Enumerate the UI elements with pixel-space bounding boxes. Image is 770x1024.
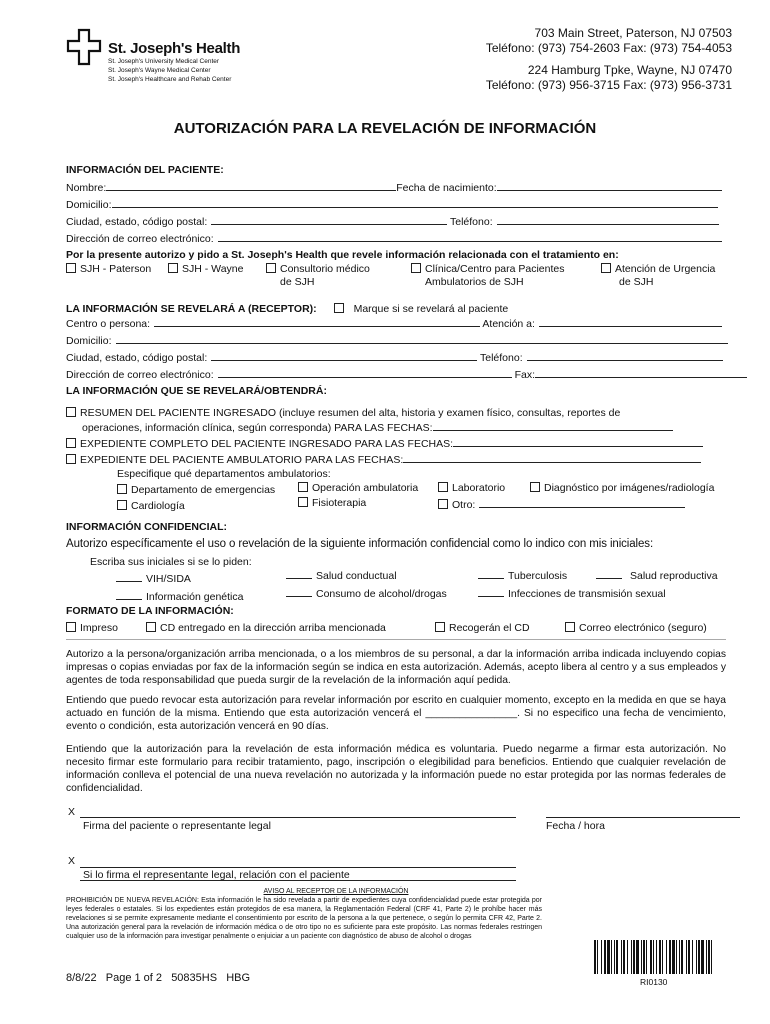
sjh-paterson-checkbox[interactable]: [66, 263, 76, 273]
urgent-label-2: de SJH: [619, 276, 654, 288]
format-printed: [66, 622, 118, 634]
lab-checkbox[interactable]: [438, 482, 448, 492]
clinic-option: [411, 263, 565, 289]
name-label: Nombre:: [66, 182, 107, 194]
attention-label: Atención a:: [482, 318, 535, 330]
format-email: [565, 622, 707, 634]
dept-imaging: [530, 482, 714, 494]
conf-hiv: [116, 571, 191, 585]
receiver-address-field[interactable]: [116, 333, 728, 344]
cardio-label: Cardiología: [131, 500, 185, 512]
receiver-email-row: [66, 367, 747, 381]
surgery-label: Operación ambulatoria: [312, 482, 419, 494]
phone-2: Teléfono: (973) 956-3715 Fax: (973) 956-3731: [485, 78, 732, 92]
address-field[interactable]: [112, 197, 718, 208]
info-opt1: [66, 407, 673, 435]
facility-row: [66, 263, 151, 275]
receiver-email-label: Dirección de correo electrónico:: [66, 369, 214, 381]
other-label: Otro:: [452, 499, 476, 511]
sign-x-1: X: [68, 806, 76, 818]
outpatient-dates[interactable]: [403, 452, 701, 463]
city-label: Ciudad, estado, código postal:: [66, 216, 208, 228]
substance-label: Consumo de alcohol/drogas: [316, 588, 447, 600]
lab-label: Laboratorio: [452, 482, 506, 494]
authorize-text: Por la presente autorizo y pido a St. Joseph's Health que revele información relacionada con el tratamiento en:: [66, 249, 619, 261]
cardio-checkbox[interactable]: [117, 500, 127, 510]
receiver-email-field[interactable]: [218, 367, 512, 378]
sti-label: Infecciones de transmisión sexual: [508, 588, 666, 600]
receiver-address-label: Domicilio:: [66, 335, 112, 347]
cd-checkbox[interactable]: [146, 622, 156, 632]
imaging-label: Diagnóstico por imágenes/radiología: [544, 482, 715, 494]
receiver-phone-label: Teléfono:: [480, 352, 523, 364]
genetic-label: Información genética: [146, 591, 244, 603]
receiver-city-field[interactable]: [211, 350, 477, 361]
attention-field[interactable]: [539, 316, 722, 327]
paragraph-revoke: Entiendo que puedo revocar esta autorización para revelar información por escrito en cualquier momento, excepto en la medida en que se haya actuado en función de la misma. Entiendo que esta autorización vencerá el ________________. Si no especifico una fecha de vencimiento, evento o condición, esta autorización vencerá en 90 días.: [66, 695, 726, 732]
cd-label: CD entregado en la dirección arriba mencionada: [160, 622, 386, 634]
city-field[interactable]: [211, 214, 447, 225]
release-to-patient-checkbox[interactable]: [334, 303, 344, 313]
sjh-wayne-label: SJH - Wayne: [182, 263, 244, 275]
tb-initials[interactable]: [478, 568, 504, 579]
org-name: St. Joseph's Health: [108, 40, 241, 57]
patient-signature-label: Firma del paciente o representante legal: [83, 820, 271, 832]
patient-address-row: [66, 197, 718, 211]
other-field[interactable]: [479, 497, 685, 508]
hiv-label: VIH/SIDA: [146, 573, 191, 585]
barcode: [592, 940, 716, 976]
outpatient-checkbox[interactable]: [66, 454, 76, 464]
center-label: Centro o persona:: [66, 318, 151, 330]
printed-label: Impreso: [80, 622, 118, 634]
footer-text: 8/8/22 Page 1 of 2 50835HS HBG: [66, 972, 251, 984]
hiv-initials[interactable]: [116, 571, 142, 582]
date-time-field[interactable]: [546, 816, 740, 818]
substance-initials[interactable]: [286, 586, 312, 597]
name-field[interactable]: [106, 180, 396, 191]
dept-lab: [438, 482, 505, 494]
email-label: Dirección de correo electrónico:: [66, 233, 214, 245]
inpatient-complete-checkbox[interactable]: [66, 438, 76, 448]
cross-logo-icon: [66, 28, 102, 66]
representative-signature-field[interactable]: [80, 866, 516, 868]
receiver-city-row: [66, 350, 723, 364]
inpatient-summary-dates[interactable]: [433, 420, 673, 431]
phone-field[interactable]: [497, 214, 719, 225]
office-option: [266, 263, 370, 289]
barcode-label: RI0130: [640, 977, 668, 987]
format-cd: [146, 622, 386, 634]
notice-text: PROHIBICIÓN DE NUEVA REVELACIÓN: Esta información le ha sido revelada a partir de expedientes cuya confidencialidad puede estar protegida por leyes federales o estatales. Si los expedientes están protegidos de esa manera, la Reglamentación Federal (CRF 41, Parte 2) le prohíbe hacer más revelaciones si se permite expresamente mediante el consentimiento por escrito de la persona a la que pertenece, o según lo permita CFR 42, Parte 2. Una autorización general para la revelación de información médica o de otro tipo no es suficiente para este propósito. Las normas federales restringen cualquier uso de la información para investigar penalmente o enjuiciar a un paciente con diagnóstico de abuso de alcohol o drogas: [66, 897, 542, 940]
outpatient-label: EXPEDIENTE DEL PACIENTE AMBULATORIO PARA LAS FECHAS:: [80, 454, 404, 466]
inpatient-summary-label-2: operaciones, información clínica, según corresponda) PARA LAS FECHAS:: [82, 422, 433, 434]
specify-label: Especifique qué departamentos ambulatorios:: [117, 468, 331, 480]
address-2: 224 Hamburg Tpke, Wayne, NJ 07470: [527, 63, 732, 77]
inpatient-summary-checkbox[interactable]: [66, 407, 76, 417]
conf-behavioral: [286, 568, 397, 582]
email-field[interactable]: [218, 231, 722, 242]
physio-label: Fisioterapia: [312, 497, 367, 509]
paragraph-release: Autorizo a la persona/organización arriba mencionada, o a los miembros de su personal, a dar la información arriba indicada incluyendo copias impresas o copias enviadas por fax de la información según se indica en esta autorización. Además, acepto libera al centro y a sus empleados y agentes de toda responsabilidad que pueda surgir de la revelación de la información aquí pedida.: [66, 649, 726, 686]
page-title: AUTORIZACIÓN PARA LA REVELACIÓN DE INFORMACIÓN: [173, 120, 597, 137]
representative-label: Si lo firma el representante legal, relación con el paciente: [83, 869, 350, 881]
phone-1: Teléfono: (973) 754-2603 Fax: (973) 754-4053: [485, 41, 732, 55]
dept-emergency: [117, 484, 275, 496]
address-1: 703 Main Street, Paterson, NJ 07503: [534, 26, 732, 40]
pickup-checkbox[interactable]: [435, 622, 445, 632]
divider: [66, 639, 726, 640]
clinic-checkbox[interactable]: [411, 263, 421, 273]
receiver-heading-row: [66, 303, 508, 315]
other-checkbox[interactable]: [438, 499, 448, 509]
conf-substance: [286, 586, 447, 600]
sjh-wayne-checkbox[interactable]: [168, 263, 178, 273]
urgent-label: Atención de Urgencia: [615, 263, 716, 275]
sti-initials[interactable]: [478, 586, 504, 597]
inpatient-complete-label: EXPEDIENTE COMPLETO DEL PACIENTE INGRESADO PARA LAS FECHAS:: [80, 438, 454, 450]
conf-reproductive: [596, 568, 718, 582]
genetic-initials[interactable]: [116, 589, 142, 600]
emergency-label: Departamento de emergencias: [131, 484, 276, 496]
representative-underline: [80, 880, 516, 881]
logo: [66, 28, 106, 68]
patient-city-row: [66, 214, 719, 228]
conf-text: Autorizo específicamente el uso o revelación de la siguiente información confidencial como lo indico con mis iniciales:: [66, 538, 654, 550]
info-opt2: [66, 436, 703, 450]
inpatient-complete-dates[interactable]: [453, 436, 703, 447]
dob-label: Fecha de nacimiento:: [396, 182, 497, 194]
fax-label: Fax:: [514, 369, 535, 381]
urgent-option: [601, 263, 715, 289]
dept-other: [438, 497, 685, 511]
surgery-checkbox[interactable]: [298, 482, 308, 492]
receiver-city-label: Ciudad, estado, código postal:: [66, 352, 208, 364]
imaging-checkbox[interactable]: [530, 482, 540, 492]
conf-tb: [478, 568, 567, 582]
info-opt3: [66, 452, 701, 466]
release-to-patient-label: Marque si se revelará al paciente: [353, 303, 509, 315]
urgent-checkbox[interactable]: [601, 263, 611, 273]
conf-genetic: [116, 589, 243, 603]
office-checkbox[interactable]: [266, 263, 276, 273]
reproductive-label: Salud reproductiva: [630, 570, 718, 582]
receiver-address-row: [66, 333, 728, 347]
clinic-label: Clínica/Centro para Pacientes: [425, 263, 565, 275]
fax-field[interactable]: [535, 367, 747, 378]
email-format-label: Correo electrónico (seguro): [579, 622, 707, 634]
notice-heading: AVISO AL RECEPTOR DE LA INFORMACIÓN: [263, 888, 409, 895]
office-label-2: de SJH: [280, 276, 315, 288]
printed-checkbox[interactable]: [66, 622, 76, 632]
dept-surgery: [298, 482, 418, 494]
info-heading: LA INFORMACIÓN QUE SE REVELARÁ/OBTENDRÁ:: [66, 385, 327, 397]
dob-field[interactable]: [497, 180, 722, 191]
barcode-icon: [592, 940, 716, 976]
receiver-center-row: [66, 316, 722, 330]
org-sub1: St. Joseph's University Medical Center: [108, 58, 220, 65]
patient-email-row: [66, 231, 722, 245]
dept-physio: [298, 497, 366, 509]
format-heading: FORMATO DE LA INFORMACIÓN:: [66, 605, 234, 617]
format-pickup: [435, 622, 530, 634]
clinic-label-2: Ambulatorios de SJH: [425, 276, 524, 288]
office-label: Consultorio médico: [280, 263, 370, 275]
org-sub3: St. Joseph's Healthcare and Rehab Center: [108, 76, 232, 83]
physio-checkbox[interactable]: [298, 497, 308, 507]
dept-cardio: [117, 500, 185, 512]
reproductive-initials[interactable]: [596, 568, 622, 579]
patient-name-row: [66, 180, 722, 194]
center-field[interactable]: [154, 316, 480, 327]
patient-signature-field[interactable]: [80, 816, 516, 818]
conf-heading: INFORMACIÓN CONFIDENCIAL:: [66, 521, 227, 533]
sjh-wayne-option: [168, 263, 243, 275]
receiver-heading: LA INFORMACIÓN SE REVELARÁ A (RECEPTOR):: [66, 303, 317, 315]
behavioral-initials[interactable]: [286, 568, 312, 579]
phone-label: Teléfono:: [450, 216, 493, 228]
tb-label: Tuberculosis: [508, 570, 568, 582]
sign-x-2: X: [68, 855, 76, 867]
initials-label: Escriba sus iniciales si se lo piden:: [90, 556, 252, 568]
receiver-phone-field[interactable]: [527, 350, 723, 361]
sjh-paterson-label: SJH - Paterson: [80, 263, 152, 275]
inpatient-summary-label: RESUMEN DEL PACIENTE INGRESADO (incluye resumen del alta, historia y examen físico, consultas, reportes de: [80, 407, 621, 419]
email-checkbox[interactable]: [565, 622, 575, 632]
patient-heading: INFORMACIÓN DEL PACIENTE:: [66, 164, 224, 176]
conf-sti: [478, 586, 666, 600]
behavioral-label: Salud conductual: [316, 570, 397, 582]
pickup-label: Recogerán el CD: [449, 622, 530, 634]
address-label: Domicilio:: [66, 199, 112, 211]
paragraph-voluntary: Entiendo que la autorización para la revelación de esta información médica es voluntaria. Puedo negarme a firmar esta autorización. No necesito firmar este formulario para recibir tratamiento, pago, inscripción o elegibilidad para beneficios. Entiendo que cualquier revelación de información conlleva el potencial de una nueva revelación no autorizada y la información puede no estar protegida por las normas federales de confidencialidad.: [66, 744, 726, 794]
date-time-label: Fecha / hora: [546, 820, 605, 832]
org-sub2: St. Joseph's Wayne Medical Center: [108, 67, 211, 74]
emergency-checkbox[interactable]: [117, 484, 127, 494]
